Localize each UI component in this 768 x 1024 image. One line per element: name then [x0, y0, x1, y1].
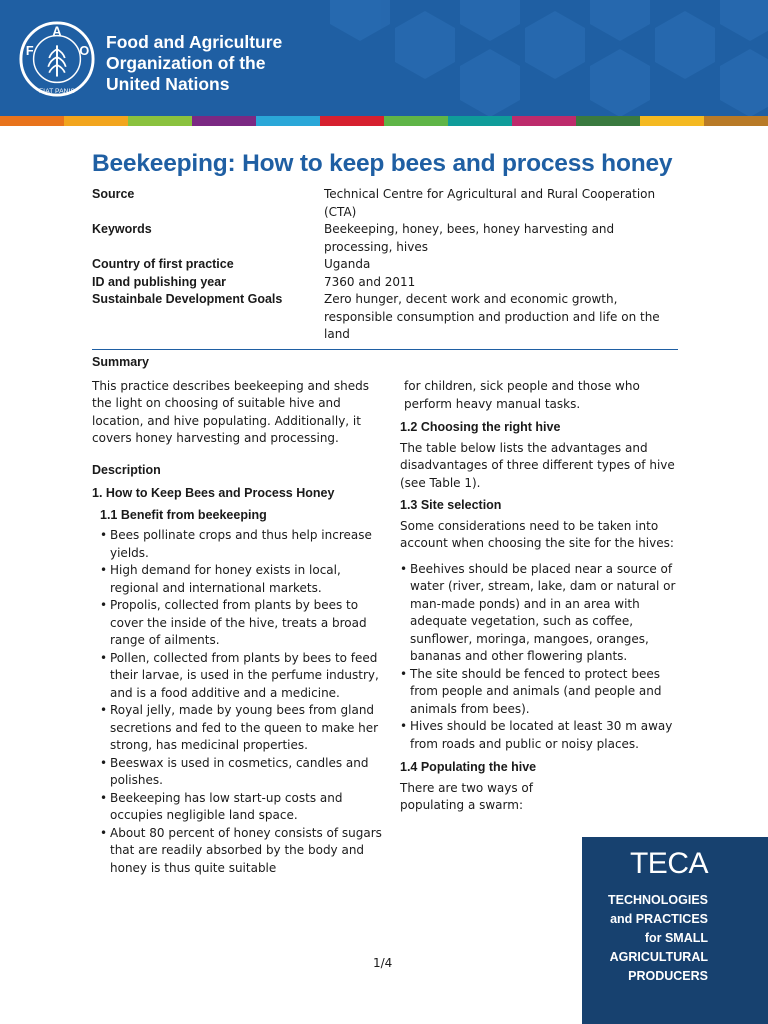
meta-value: 7360 and 2011 — [324, 274, 416, 289]
list-item: • About 80 percent of honey consists of sugars that are readily absorbed by the body and honey is thus quite suitable — [100, 825, 387, 878]
teca-badge — [582, 837, 768, 1024]
subsection-heading: 1.2 Choosing the right hive — [400, 420, 561, 434]
teca-subtitle-line: AGRICULTURAL — [609, 950, 708, 964]
paragraph: There are two ways of populating a swarm: — [400, 780, 533, 812]
meta-value: Uganda — [324, 257, 371, 271]
meta-key: ID and publishing year — [92, 274, 227, 289]
meta-row — [92, 221, 682, 256]
meta-row — [92, 274, 682, 292]
document-title: Beekeeping: How to keep bees and process honey — [92, 150, 673, 177]
list-item: • Beehives should be placed near a source of water (river, stream, lake, dam or natural or man-made ponds) and in an area with adequate vegetation, such as coffee, sunflower, moringa, mangoes, oranges, bananas and other flowering plants. — [400, 561, 685, 666]
meta-key: Country of first practice — [92, 257, 234, 271]
svg-text:F: F — [25, 44, 34, 59]
list-item: • Royal jelly, made by young bees from gland secretions and fed to the queen to make her strong, has medicinal properties. — [100, 702, 387, 755]
paragraph: The table below lists the advantages and disadvantages of three different types of hive (see Table 1). — [400, 440, 675, 490]
stripe-segment — [384, 116, 448, 126]
summary-text: This practice describes beekeeping and sheds the light on choosing of suitable hive and location, and hive populating. Additionally, it covers honey harvesting and processing. — [92, 378, 370, 445]
teca-subtitle-line: TECHNOLOGIES — [607, 893, 708, 907]
teca-subtitle-line: for SMALL — [644, 931, 708, 945]
list-item: • High demand for honey exists in local, regional and international markets. — [100, 562, 387, 597]
stripe-segment — [0, 116, 64, 126]
left-column — [92, 354, 387, 877]
meta-value: Beekeeping, honey, bees, honey harvesting and processing, hives — [324, 222, 615, 254]
header-banner — [0, 0, 768, 116]
summary-heading: Summary — [92, 355, 149, 369]
stripe-segment — [576, 116, 640, 126]
meta-row — [92, 256, 682, 274]
stripe-segment — [128, 116, 192, 126]
meta-row — [92, 291, 682, 344]
teca-subtitle-line: PRODUCERS — [628, 969, 708, 983]
list-item: • Beeswax is used in cosmetics, candles and polishes. — [100, 755, 387, 790]
stripe-segment — [640, 116, 704, 126]
subsection-heading: 1.3 Site selection — [400, 498, 502, 512]
color-stripe — [0, 116, 768, 126]
list-item: • The site should be fenced to protect bees from people and animals (and people and animals from bees). — [400, 666, 685, 719]
meta-row — [92, 186, 682, 221]
meta-key: Source — [92, 187, 135, 201]
svg-text:FIAT PANIS: FIAT PANIS — [39, 88, 75, 96]
list-item: • Hives should be located at least 30 m away from roads and public or noisy places. — [400, 718, 685, 753]
list-item: • Beekeeping has low start-up costs and occupies negligible land space. — [100, 790, 387, 825]
list-item: • Pollen, collected from plants by bees to feed their larvae, is used in the perfume industry, and is a food additive and a medicine. — [100, 650, 387, 703]
stripe-segment — [192, 116, 256, 126]
stripe-segment — [320, 116, 384, 126]
stripe-segment — [448, 116, 512, 126]
fao-logo — [18, 20, 96, 98]
stripe-segment — [256, 116, 320, 126]
list-item: • Bees pollinate crops and thus help increase yields. — [100, 527, 387, 562]
page-number: 1/4 — [373, 956, 393, 970]
list-item: • Propolis, collected from plants by bees to cover the inside of the hive, treats a broad range of ailments. — [100, 597, 387, 650]
metadata-table — [92, 186, 682, 344]
meta-value: Zero hunger, decent work and economic growth, responsible consumption and production and life on the land — [324, 292, 660, 341]
meta-key: Sustainbale Development Goals — [92, 292, 283, 306]
benefits-list — [100, 527, 387, 877]
right-column — [400, 378, 685, 815]
subsection-heading: 1.4 Populating the hive — [400, 760, 537, 774]
description-heading: Description — [92, 462, 161, 477]
svg-text:A: A — [52, 24, 62, 39]
teca-subtitle-line: and PRACTICES — [610, 912, 708, 926]
site-list — [400, 561, 685, 754]
stripe-segment — [512, 116, 576, 126]
org-name-line: Organization of the — [106, 53, 266, 73]
paragraph: Some considerations need to be taken into account when choosing the site for the hives: — [400, 518, 674, 550]
meta-key: Keywords — [92, 222, 152, 236]
teca-title: TECA — [629, 847, 708, 880]
section-heading: 1. How to Keep Bees and Process Honey — [92, 486, 335, 500]
meta-value: Technical Centre for Agricultural and Rural Cooperation (CTA) — [324, 187, 656, 219]
list-item-continued: for children, sick people and those who perform heavy manual tasks. — [404, 379, 640, 411]
org-name-line: United Nations — [106, 74, 230, 94]
org-name — [106, 32, 282, 95]
divider — [92, 349, 678, 350]
svg-text:O: O — [79, 44, 90, 59]
teca-subtitle — [582, 891, 708, 986]
subsection-heading: 1.1 Benefit from beekeeping — [100, 507, 267, 522]
stripe-segment — [704, 116, 768, 126]
stripe-segment — [64, 116, 128, 126]
org-name-line: Food and Agriculture — [106, 32, 283, 52]
